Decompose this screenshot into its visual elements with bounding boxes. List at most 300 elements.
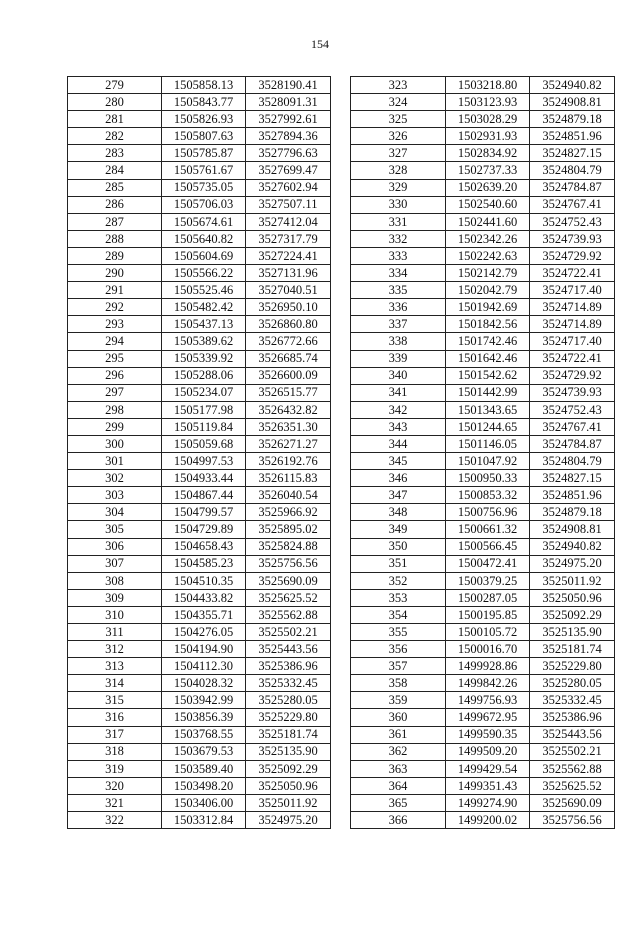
x-coordinate-cell: 1505119.84	[162, 418, 246, 435]
y-coordinate-cell: 3527602.94	[246, 179, 331, 196]
table-row	[351, 401, 615, 418]
table-row	[351, 77, 615, 94]
table-row	[351, 589, 615, 606]
x-coordinate-cell: 1501542.62	[446, 367, 530, 384]
x-coordinate-cell: 1500379.25	[446, 572, 530, 589]
table-row	[68, 589, 331, 606]
point-id-cell: 343	[351, 418, 446, 435]
table-row	[68, 196, 331, 213]
x-coordinate-cell: 1503856.39	[162, 709, 246, 726]
point-id-cell: 295	[68, 350, 162, 367]
table-row	[68, 418, 331, 435]
table-row	[68, 94, 331, 111]
table-row	[351, 521, 615, 538]
table-row	[68, 77, 331, 94]
table-row	[68, 812, 331, 829]
table-row	[351, 299, 615, 316]
point-id-cell: 290	[68, 265, 162, 282]
x-coordinate-cell: 1504510.35	[162, 572, 246, 589]
table-row	[68, 230, 331, 247]
y-coordinate-cell: 3524940.82	[530, 77, 615, 94]
y-coordinate-cell: 3526950.10	[246, 299, 331, 316]
y-coordinate-cell: 3527992.61	[246, 111, 331, 128]
table-row	[351, 487, 615, 504]
point-id-cell: 300	[68, 435, 162, 452]
x-coordinate-cell: 1501442.99	[446, 384, 530, 401]
table-row	[68, 692, 331, 709]
table-row	[68, 777, 331, 794]
y-coordinate-cell: 3525386.96	[530, 709, 615, 726]
x-coordinate-cell: 1499274.90	[446, 794, 530, 811]
table-row	[68, 709, 331, 726]
point-id-cell: 360	[351, 709, 446, 726]
y-coordinate-cell: 3525135.90	[530, 624, 615, 641]
point-id-cell: 356	[351, 641, 446, 658]
y-coordinate-cell: 3527224.41	[246, 247, 331, 264]
point-id-cell: 301	[68, 453, 162, 470]
table-row	[68, 128, 331, 145]
y-coordinate-cell: 3524717.40	[530, 282, 615, 299]
x-coordinate-cell: 1505706.03	[162, 196, 246, 213]
y-coordinate-cell: 3524827.15	[530, 145, 615, 162]
point-id-cell: 349	[351, 521, 446, 538]
table-row	[68, 384, 331, 401]
coordinates-table-left	[67, 76, 331, 829]
point-id-cell: 311	[68, 624, 162, 641]
x-coordinate-cell: 1505059.68	[162, 435, 246, 452]
table-row	[351, 453, 615, 470]
table-row	[68, 111, 331, 128]
table-row	[351, 418, 615, 435]
y-coordinate-cell: 3524784.87	[530, 179, 615, 196]
y-coordinate-cell: 3525756.56	[530, 812, 615, 829]
x-coordinate-cell: 1503312.84	[162, 812, 246, 829]
y-coordinate-cell: 3526115.83	[246, 470, 331, 487]
x-coordinate-cell: 1502639.20	[446, 179, 530, 196]
y-coordinate-cell: 3525332.45	[530, 692, 615, 709]
point-id-cell: 325	[351, 111, 446, 128]
y-coordinate-cell: 3526685.74	[246, 350, 331, 367]
point-id-cell: 336	[351, 299, 446, 316]
y-coordinate-cell: 3526772.66	[246, 333, 331, 350]
x-coordinate-cell: 1504658.43	[162, 538, 246, 555]
y-coordinate-cell: 3524879.18	[530, 504, 615, 521]
table-row	[68, 470, 331, 487]
y-coordinate-cell: 3524804.79	[530, 162, 615, 179]
x-coordinate-cell: 1505843.77	[162, 94, 246, 111]
x-coordinate-cell: 1500016.70	[446, 641, 530, 658]
point-id-cell: 317	[68, 726, 162, 743]
y-coordinate-cell: 3525756.56	[246, 555, 331, 572]
y-coordinate-cell: 3524722.41	[530, 265, 615, 282]
x-coordinate-cell: 1503589.40	[162, 760, 246, 777]
x-coordinate-cell: 1505525.46	[162, 282, 246, 299]
table-row	[68, 265, 331, 282]
point-id-cell: 302	[68, 470, 162, 487]
point-id-cell: 299	[68, 418, 162, 435]
x-coordinate-cell: 1501343.65	[446, 401, 530, 418]
point-id-cell: 318	[68, 743, 162, 760]
point-id-cell: 315	[68, 692, 162, 709]
y-coordinate-cell: 3526040.54	[246, 487, 331, 504]
y-coordinate-cell: 3527412.04	[246, 213, 331, 230]
point-id-cell: 345	[351, 453, 446, 470]
y-coordinate-cell: 3525443.56	[530, 726, 615, 743]
table-row	[351, 572, 615, 589]
coordinates-table-right	[350, 76, 615, 829]
x-coordinate-cell: 1502242.63	[446, 247, 530, 264]
x-coordinate-cell: 1504028.32	[162, 675, 246, 692]
x-coordinate-cell: 1504867.44	[162, 487, 246, 504]
x-coordinate-cell: 1505858.13	[162, 77, 246, 94]
x-coordinate-cell: 1504433.82	[162, 589, 246, 606]
y-coordinate-cell: 3525135.90	[246, 743, 331, 760]
y-coordinate-cell: 3525011.92	[246, 794, 331, 811]
table-row	[68, 179, 331, 196]
y-coordinate-cell: 3525562.88	[246, 606, 331, 623]
point-id-cell: 364	[351, 777, 446, 794]
table-row	[351, 128, 615, 145]
point-id-cell: 323	[351, 77, 446, 94]
y-coordinate-cell: 3525824.88	[246, 538, 331, 555]
table-row	[351, 777, 615, 794]
point-id-cell: 338	[351, 333, 446, 350]
y-coordinate-cell: 3525280.05	[530, 675, 615, 692]
x-coordinate-cell: 1505640.82	[162, 230, 246, 247]
point-id-cell: 310	[68, 606, 162, 623]
y-coordinate-cell: 3524851.96	[530, 128, 615, 145]
point-id-cell: 346	[351, 470, 446, 487]
point-id-cell: 288	[68, 230, 162, 247]
y-coordinate-cell: 3525502.21	[246, 624, 331, 641]
table-row	[351, 624, 615, 641]
x-coordinate-cell: 1503679.53	[162, 743, 246, 760]
point-id-cell: 358	[351, 675, 446, 692]
point-id-cell: 342	[351, 401, 446, 418]
table-row	[68, 794, 331, 811]
y-coordinate-cell: 3525625.52	[246, 589, 331, 606]
point-id-cell: 339	[351, 350, 446, 367]
x-coordinate-cell: 1504276.05	[162, 624, 246, 641]
x-coordinate-cell: 1504729.89	[162, 521, 246, 538]
x-coordinate-cell: 1505604.69	[162, 247, 246, 264]
point-id-cell: 281	[68, 111, 162, 128]
y-coordinate-cell: 3525229.80	[530, 658, 615, 675]
x-coordinate-cell: 1500950.33	[446, 470, 530, 487]
y-coordinate-cell: 3525280.05	[246, 692, 331, 709]
table-row	[351, 196, 615, 213]
point-id-cell: 287	[68, 213, 162, 230]
x-coordinate-cell: 1500566.45	[446, 538, 530, 555]
point-id-cell: 348	[351, 504, 446, 521]
y-coordinate-cell: 3524729.92	[530, 367, 615, 384]
table-row	[351, 384, 615, 401]
y-coordinate-cell: 3524940.82	[530, 538, 615, 555]
table-row	[68, 487, 331, 504]
y-coordinate-cell: 3524722.41	[530, 350, 615, 367]
point-id-cell: 279	[68, 77, 162, 94]
x-coordinate-cell: 1499672.95	[446, 709, 530, 726]
point-id-cell: 304	[68, 504, 162, 521]
y-coordinate-cell: 3526432.82	[246, 401, 331, 418]
table-row	[351, 316, 615, 333]
table-row	[68, 401, 331, 418]
table-row	[351, 265, 615, 282]
page-number: 154	[311, 37, 329, 51]
x-coordinate-cell: 1505288.06	[162, 367, 246, 384]
x-coordinate-cell: 1504997.53	[162, 453, 246, 470]
table-row	[68, 658, 331, 675]
table-row	[351, 675, 615, 692]
table-row	[351, 162, 615, 179]
point-id-cell: 355	[351, 624, 446, 641]
x-coordinate-cell: 1504194.90	[162, 641, 246, 658]
table-row	[68, 675, 331, 692]
y-coordinate-cell: 3524752.43	[530, 213, 615, 230]
table-row	[351, 504, 615, 521]
y-coordinate-cell: 3525332.45	[246, 675, 331, 692]
table-row	[68, 247, 331, 264]
point-id-cell: 359	[351, 692, 446, 709]
y-coordinate-cell: 3525092.29	[530, 606, 615, 623]
point-id-cell: 357	[351, 658, 446, 675]
x-coordinate-cell: 1503218.80	[446, 77, 530, 94]
y-coordinate-cell: 3524975.20	[246, 812, 331, 829]
y-coordinate-cell: 3526192.76	[246, 453, 331, 470]
x-coordinate-cell: 1504112.30	[162, 658, 246, 675]
x-coordinate-cell: 1504585.23	[162, 555, 246, 572]
point-id-cell: 344	[351, 435, 446, 452]
x-coordinate-cell: 1499842.26	[446, 675, 530, 692]
y-coordinate-cell: 3526515.77	[246, 384, 331, 401]
x-coordinate-cell: 1500853.32	[446, 487, 530, 504]
table-row	[351, 760, 615, 777]
table-row	[68, 726, 331, 743]
point-id-cell: 331	[351, 213, 446, 230]
x-coordinate-cell: 1503028.29	[446, 111, 530, 128]
x-coordinate-cell: 1502342.26	[446, 230, 530, 247]
point-id-cell: 282	[68, 128, 162, 145]
point-id-cell: 362	[351, 743, 446, 760]
table-row	[68, 606, 331, 623]
y-coordinate-cell: 3524767.41	[530, 418, 615, 435]
point-id-cell: 319	[68, 760, 162, 777]
point-id-cell: 283	[68, 145, 162, 162]
point-id-cell: 341	[351, 384, 446, 401]
table-row	[351, 812, 615, 829]
point-id-cell: 350	[351, 538, 446, 555]
point-id-cell: 305	[68, 521, 162, 538]
table-row	[68, 213, 331, 230]
y-coordinate-cell: 3524714.89	[530, 299, 615, 316]
x-coordinate-cell: 1505177.98	[162, 401, 246, 418]
x-coordinate-cell: 1501742.46	[446, 333, 530, 350]
point-id-cell: 309	[68, 589, 162, 606]
y-coordinate-cell: 3524908.81	[530, 94, 615, 111]
y-coordinate-cell: 3525386.96	[246, 658, 331, 675]
x-coordinate-cell: 1504799.57	[162, 504, 246, 521]
x-coordinate-cell: 1503498.20	[162, 777, 246, 794]
y-coordinate-cell: 3526860.80	[246, 316, 331, 333]
point-id-cell: 351	[351, 555, 446, 572]
point-id-cell: 328	[351, 162, 446, 179]
x-coordinate-cell: 1505735.05	[162, 179, 246, 196]
y-coordinate-cell: 3526271.27	[246, 435, 331, 452]
y-coordinate-cell: 3525443.56	[246, 641, 331, 658]
x-coordinate-cell: 1505826.93	[162, 111, 246, 128]
table-row	[351, 743, 615, 760]
y-coordinate-cell: 3528190.41	[246, 77, 331, 94]
x-coordinate-cell: 1501642.46	[446, 350, 530, 367]
y-coordinate-cell: 3525690.09	[246, 572, 331, 589]
y-coordinate-cell: 3524879.18	[530, 111, 615, 128]
x-coordinate-cell: 1502737.33	[446, 162, 530, 179]
x-coordinate-cell: 1502142.79	[446, 265, 530, 282]
x-coordinate-cell: 1501244.65	[446, 418, 530, 435]
point-id-cell: 306	[68, 538, 162, 555]
x-coordinate-cell: 1505674.61	[162, 213, 246, 230]
point-id-cell: 298	[68, 401, 162, 418]
y-coordinate-cell: 3525562.88	[530, 760, 615, 777]
x-coordinate-cell: 1500661.32	[446, 521, 530, 538]
table-row	[68, 538, 331, 555]
y-coordinate-cell: 3527699.47	[246, 162, 331, 179]
table-row	[351, 658, 615, 675]
point-id-cell: 292	[68, 299, 162, 316]
point-id-cell: 313	[68, 658, 162, 675]
point-id-cell: 291	[68, 282, 162, 299]
y-coordinate-cell: 3527796.63	[246, 145, 331, 162]
y-coordinate-cell: 3525050.96	[530, 589, 615, 606]
x-coordinate-cell: 1500287.05	[446, 589, 530, 606]
x-coordinate-cell: 1505482.42	[162, 299, 246, 316]
point-id-cell: 284	[68, 162, 162, 179]
table-row	[68, 435, 331, 452]
table-row	[351, 333, 615, 350]
point-id-cell: 335	[351, 282, 446, 299]
point-id-cell: 294	[68, 333, 162, 350]
x-coordinate-cell: 1502931.93	[446, 128, 530, 145]
table-row	[351, 350, 615, 367]
table-row	[68, 145, 331, 162]
y-coordinate-cell: 3524851.96	[530, 487, 615, 504]
table-row	[351, 555, 615, 572]
table-row	[351, 282, 615, 299]
y-coordinate-cell: 3526600.09	[246, 367, 331, 384]
table-row	[68, 333, 331, 350]
table-row	[351, 726, 615, 743]
x-coordinate-cell: 1500756.96	[446, 504, 530, 521]
table-row	[68, 641, 331, 658]
y-coordinate-cell: 3525229.80	[246, 709, 331, 726]
point-id-cell: 334	[351, 265, 446, 282]
y-coordinate-cell: 3525011.92	[530, 572, 615, 589]
table-row	[351, 470, 615, 487]
point-id-cell: 316	[68, 709, 162, 726]
point-id-cell: 332	[351, 230, 446, 247]
y-coordinate-cell: 3527507.11	[246, 196, 331, 213]
x-coordinate-cell: 1502834.92	[446, 145, 530, 162]
y-coordinate-cell: 3528091.31	[246, 94, 331, 111]
y-coordinate-cell: 3524767.41	[530, 196, 615, 213]
y-coordinate-cell: 3527040.51	[246, 282, 331, 299]
x-coordinate-cell: 1499590.35	[446, 726, 530, 743]
table-row	[68, 572, 331, 589]
y-coordinate-cell: 3525181.74	[246, 726, 331, 743]
x-coordinate-cell: 1505339.92	[162, 350, 246, 367]
table-row	[68, 162, 331, 179]
y-coordinate-cell: 3524739.93	[530, 384, 615, 401]
y-coordinate-cell: 3527317.79	[246, 230, 331, 247]
x-coordinate-cell: 1503768.55	[162, 726, 246, 743]
point-id-cell: 297	[68, 384, 162, 401]
point-id-cell: 289	[68, 247, 162, 264]
table-row	[68, 453, 331, 470]
table-row	[351, 247, 615, 264]
y-coordinate-cell: 3524975.20	[530, 555, 615, 572]
y-coordinate-cell: 3524739.93	[530, 230, 615, 247]
x-coordinate-cell: 1505807.63	[162, 128, 246, 145]
y-coordinate-cell: 3525966.92	[246, 504, 331, 521]
x-coordinate-cell: 1499351.43	[446, 777, 530, 794]
point-id-cell: 320	[68, 777, 162, 794]
y-coordinate-cell: 3524717.40	[530, 333, 615, 350]
table-row	[351, 179, 615, 196]
y-coordinate-cell: 3527894.36	[246, 128, 331, 145]
table-row	[68, 624, 331, 641]
y-coordinate-cell: 3524908.81	[530, 521, 615, 538]
y-coordinate-cell: 3527131.96	[246, 265, 331, 282]
point-id-cell: 337	[351, 316, 446, 333]
point-id-cell: 307	[68, 555, 162, 572]
table-row	[351, 213, 615, 230]
y-coordinate-cell: 3524752.43	[530, 401, 615, 418]
y-coordinate-cell: 3525625.52	[530, 777, 615, 794]
x-coordinate-cell: 1503942.99	[162, 692, 246, 709]
table-row	[68, 367, 331, 384]
x-coordinate-cell: 1499200.02	[446, 812, 530, 829]
point-id-cell: 361	[351, 726, 446, 743]
x-coordinate-cell: 1501842.56	[446, 316, 530, 333]
table-row	[68, 350, 331, 367]
table-row	[351, 692, 615, 709]
point-id-cell: 324	[351, 94, 446, 111]
y-coordinate-cell: 3525092.29	[246, 760, 331, 777]
x-coordinate-cell: 1499756.93	[446, 692, 530, 709]
point-id-cell: 308	[68, 572, 162, 589]
point-id-cell: 322	[68, 812, 162, 829]
y-coordinate-cell: 3524714.89	[530, 316, 615, 333]
point-id-cell: 330	[351, 196, 446, 213]
table-row	[351, 709, 615, 726]
y-coordinate-cell: 3525502.21	[530, 743, 615, 760]
point-id-cell: 293	[68, 316, 162, 333]
table-row	[68, 504, 331, 521]
point-id-cell: 363	[351, 760, 446, 777]
point-id-cell: 280	[68, 94, 162, 111]
table-row	[351, 794, 615, 811]
x-coordinate-cell: 1504933.44	[162, 470, 246, 487]
table-row	[351, 538, 615, 555]
x-coordinate-cell: 1505761.67	[162, 162, 246, 179]
x-coordinate-cell: 1503406.00	[162, 794, 246, 811]
x-coordinate-cell: 1501942.69	[446, 299, 530, 316]
x-coordinate-cell: 1505566.22	[162, 265, 246, 282]
x-coordinate-cell: 1505234.07	[162, 384, 246, 401]
x-coordinate-cell: 1502042.79	[446, 282, 530, 299]
x-coordinate-cell: 1499429.54	[446, 760, 530, 777]
table-row	[351, 435, 615, 452]
